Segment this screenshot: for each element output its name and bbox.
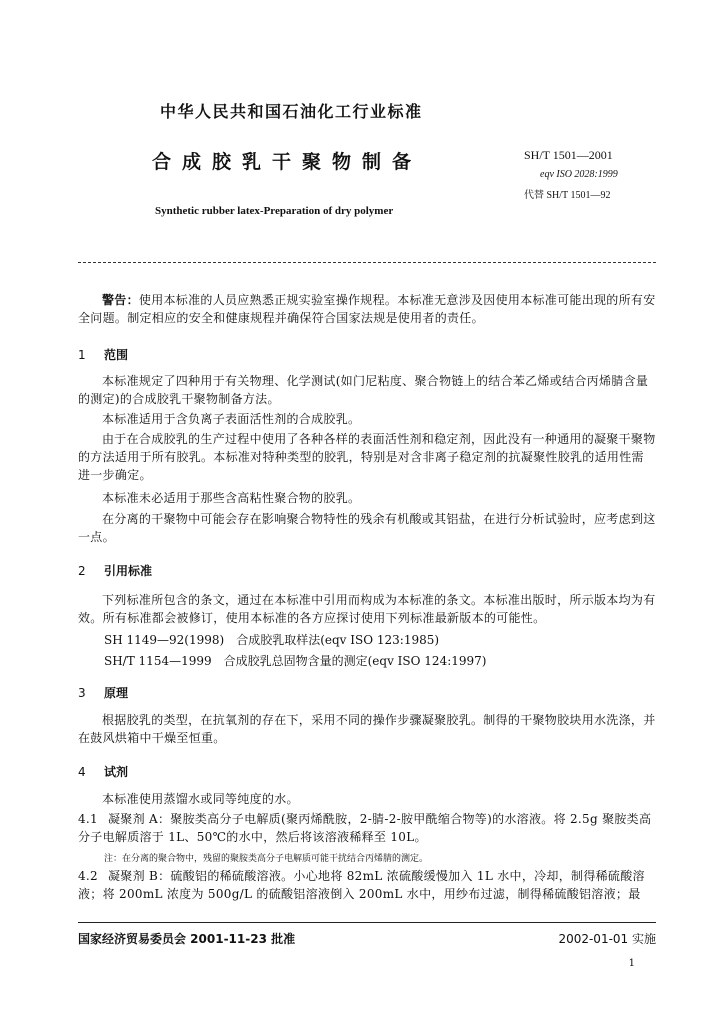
- section-1-para-5: 在分离的干聚物中可能会存在影响聚合物特性的残余有机酸或其铝盐，在进行分析试验时，应考虑到这一点。: [78, 512, 656, 544]
- section-1-para-4: 本标准未必适用于那些含高粘性聚合物的胶乳。: [102, 491, 361, 505]
- section-2-para-1: 下列标准所包含的条文，通过在本标准中引用而构成为本标准的条文。本标准出版时，所示版本均为有效。所有标准都会被修订，使用本标准的各方应探讨使用下列标准最新版本的可能性。: [78, 593, 656, 625]
- header-divider: [78, 262, 656, 263]
- section-4-2-item: 4.2 凝聚剂 B：硫酸铝的稀硫酸溶液。小心地将 82mL 浓硫酸缓慢加入 1L 水中，冷却，制得稀硫酸溶液；将 200mL 浓度为 500g/L 的硫酸铝溶液倒入 200mL 水中，用纱布过滤，制得稀硫酸铝溶液；最: [78, 869, 645, 901]
- section-4-1-note: 注：在分离的聚合物中，残留的聚胺类高分子电解质可能干扰结合丙烯腈的测定。: [104, 854, 429, 864]
- item-number: 4.1: [78, 812, 98, 826]
- reference-1: SH 1149—92(1998) 合成胶乳取样法(eqv ISO 123:1985): [104, 633, 440, 647]
- issuing-organization: 中华人民共和国石油化工行业标准: [160, 102, 423, 121]
- implementation-date: 2002-01-01 实施: [558, 932, 656, 946]
- section-4-para-1: 本标准使用蒸馏水或同等纯度的水。: [102, 792, 299, 806]
- section-1-para-1: 本标准规定了四种用于有关物理、化学测试(如门尼粘度、聚合物链上的结合苯乙烯或结合丙烯腈含量的测定)的合成胶乳干聚物制备方法。: [78, 374, 649, 406]
- page-number: 1: [628, 958, 635, 969]
- section-1-para-2: 本标准适用于含负离子表面活性剂的合成胶乳。: [102, 412, 361, 426]
- section-4-heading: 4 试剂: [78, 765, 129, 779]
- reference-2: SH/T 1154—1999 合成胶乳总固物含量的测定(eqv ISO 124:1997): [104, 654, 487, 668]
- section-3-heading: 3 原理: [78, 686, 129, 700]
- section-3-para-1: 根据胶乳的类型，在抗氧剂的存在下，采用不同的操作步骤凝聚胶乳。制得的干聚物胶块用水洗涤，并在鼓风烘箱中干燥至恒重。: [78, 713, 656, 745]
- footer-divider: [78, 922, 656, 923]
- standard-code: SH/T 1501—2001: [524, 148, 613, 162]
- approval-info: 国家经济贸易委员会 2001-11-23 批准: [78, 932, 296, 946]
- replaced-standard: 代替 SH/T 1501—92: [524, 190, 611, 201]
- section-4-1-item: 4.1 凝聚剂 A：聚胺类高分子电解质(聚丙烯酰胺，2-腈-2-胺甲酰缩合物等)的水溶液。将 2.5g 聚胺类高分子电解质溶于 1L、50℃的水中，然后将该溶液稀释至 10L。: [78, 812, 652, 844]
- warning-text: 使用本标准的人员应熟悉正规实验室操作规程。本标准无意涉及因使用本标准可能出现的所有安全问题。制定相应的安全和健康规程并确保符合国家法规是使用者的责任。: [78, 293, 656, 325]
- title-chinese: 合成胶乳干聚物制备: [152, 151, 423, 173]
- warning-label: 警告：: [102, 293, 139, 307]
- section-1-heading: 1 范围: [78, 348, 129, 362]
- section-2-heading: 2 引用标准: [78, 564, 153, 578]
- item-number: 4.2: [78, 869, 98, 883]
- section-1-para-3: 由于在合成胶乳的生产过程中使用了各种各样的表面活性剂和稳定剂，因此没有一种通用的凝聚干聚物的方法适用于所有胶乳。本标准对特种类型的胶乳，特别是对含非离子稳定剂的抗凝聚性胶乳的适用性需进一步确定。: [78, 432, 656, 482]
- title-english: Synthetic rubber latex-Preparation of dry polymer: [155, 205, 394, 217]
- warning-paragraph: [78, 291, 656, 327]
- equivalent-standard: eqv ISO 2028:1999: [540, 169, 618, 180]
